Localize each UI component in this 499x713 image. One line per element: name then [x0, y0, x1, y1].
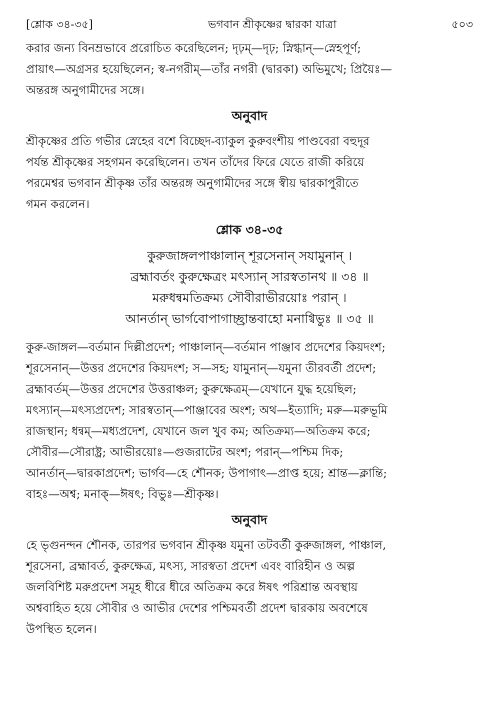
- verse-line: আনর্তান্ ভার্গবোপাগাচ্ছ্রান্তবাহো মনাগ্বিভুঃ ॥ ৩৫ ॥: [125, 311, 374, 326]
- translation-section-1: [26, 107, 473, 215]
- synonym-line: ব্রহ্মাবর্তম্—উত্তর প্রদেশের উত্তরাঞ্চল; কুরুক্ষেত্রম্—যেখানে যুদ্ধ হয়েছিল;: [26, 382, 357, 396]
- synonyms-section: [26, 337, 473, 505]
- synonym-line: মৎস্যান্—মৎস্যপ্রদেশ; সারস্বতান্—পাঞ্জাবের অংশ; অথ—ইত্যাদি; মরু—মরুভূমি: [26, 403, 388, 417]
- synonym-line: কুরু-জাঙ্গল—বর্তমান দিল্লীপ্রদেশ; পাঞ্চালান্—বর্তমান পাঞ্জাব প্রদেশের কিয়দংশ;: [26, 340, 386, 354]
- verse-heading: শ্লোক ৩৪-৩৫: [215, 222, 284, 237]
- synonym-line: বাহঃ—অশ্ব; মনাক্—ঈষৎ; বিভুঃ—শ্রীকৃষ্ণ।: [26, 487, 219, 501]
- intro-paragraph: [26, 38, 473, 101]
- text-line: করার জন্য বিনম্রভাবে প্ররোচিত করেছিলেন; দৃঢ়ম্—দৃঢ়; স্নিগ্ধান্—স্নেহপূর্ণ;: [26, 41, 362, 55]
- text-line: পর্যন্ত শ্রীকৃষ্ণের সহগমন করেছিলেন। তখন তাঁদের ফিরে যেতে রাজী করিয়ে: [26, 155, 365, 169]
- translation-section-2: [26, 511, 473, 640]
- synonym-line: সৌবীর—সৌরাষ্ট্র; আভীরয়োঃ—গুজরাটের অংশ; পরান্—পশ্চিম দিক;: [26, 445, 344, 459]
- text-line: গমন করলেন।: [26, 197, 90, 211]
- text-line: জলবিশিষ্ট মরুপ্রদেশ সমূহ ধীরে ধীরে অতিক্রম করে ঈষৎ পরিশ্রান্ত অবস্থায়: [26, 580, 358, 594]
- text-line: হে ভৃগুনন্দন শৌনক, তারপর ভগবান শ্রীকৃষ্ণ যমুনা তটবর্তী কুরুজাঙ্গল, পাঞ্চাল,: [26, 538, 387, 552]
- synonym-line: রাজস্থান; ধন্বম্—মধ্যপ্রদেশ, যেখানে জল খুব কম; অতিক্রম্য—অতিক্রম করে;: [26, 424, 371, 438]
- page-number: ৫০৩: [451, 18, 473, 31]
- translation-heading: অনুবাদ: [231, 512, 268, 527]
- text-line: অশ্ববাহিত হয়ে সৌবীর ও আভীর দেশের পশ্চিমবর্তী প্রদেশ দ্বারকায় অবশেষে: [26, 601, 368, 615]
- verse-line: কুরুজাঙ্গলপাঞ্চালান্ শূরসেনান্ সযামুনান্ ।: [147, 248, 352, 263]
- text-line: প্রায়াৎ—অগ্রসর হয়েছিলেন; স্ব-নগরীম্—তাঁর নগরী (দ্বারকা) অভিমুখে; প্রিয়ৈঃ—: [26, 62, 392, 76]
- verse-section: [26, 221, 473, 329]
- synonym-line: শূরসেনান্—উত্তর প্রদেশের কিয়দংশ; স—সহ; যামুনান্—যমুনা তীরবর্তী প্রদেশ;: [26, 361, 377, 375]
- header-chapter-title: ভগবান শ্রীকৃষ্ণের দ্বারকা যাত্রা: [208, 18, 337, 31]
- translation-heading: অনুবাদ: [231, 108, 268, 123]
- running-header: [26, 16, 473, 38]
- text-line: অন্তরঙ্গ অনুগামীদের সঙ্গে।: [26, 83, 145, 97]
- text-line: উপস্থিত হলেন।: [26, 622, 97, 636]
- verse-line: মরুধন্বমতিক্রম্য সৌবীরাভীরয়োঃ পরান্ ।: [152, 290, 347, 305]
- text-line: শূরসেনা, ব্রহ্মাবর্ত, কুরুক্ষেত্র, মৎস্য, সারস্বতা প্রদেশ এবং বারিহীন ও অল্প: [26, 559, 355, 573]
- text-line: পরমেশ্বর ভগবান শ্রীকৃষ্ণ তাঁর অন্তরঙ্গ অনুগামীদের সঙ্গে স্বীয় দ্বারকাপুরীতে: [26, 176, 359, 190]
- synonym-line: আনর্তান্—দ্বারকাপ্রদেশ; ভার্গব—হে শৌনক; উপাগাৎ—প্রাপ্ত হয়ে; শ্রান্ত—ক্লান্তি;: [26, 466, 388, 480]
- verse-line: ব্রহ্মাবর্তং কুরুক্ষেত্রং মৎস্যান্ সারস্বতানথ ॥ ৩৪ ॥: [130, 269, 369, 284]
- header-verse-ref: [শ্লোক ৩৪-৩৫]: [26, 18, 93, 31]
- text-line: শ্রীকৃষ্ণের প্রতি গভীর স্নেহের বশে বিচ্ছেদ-ব্যাকুল কুরুবংশীয় পাণ্ডবেরা বহুদূর: [26, 134, 370, 148]
